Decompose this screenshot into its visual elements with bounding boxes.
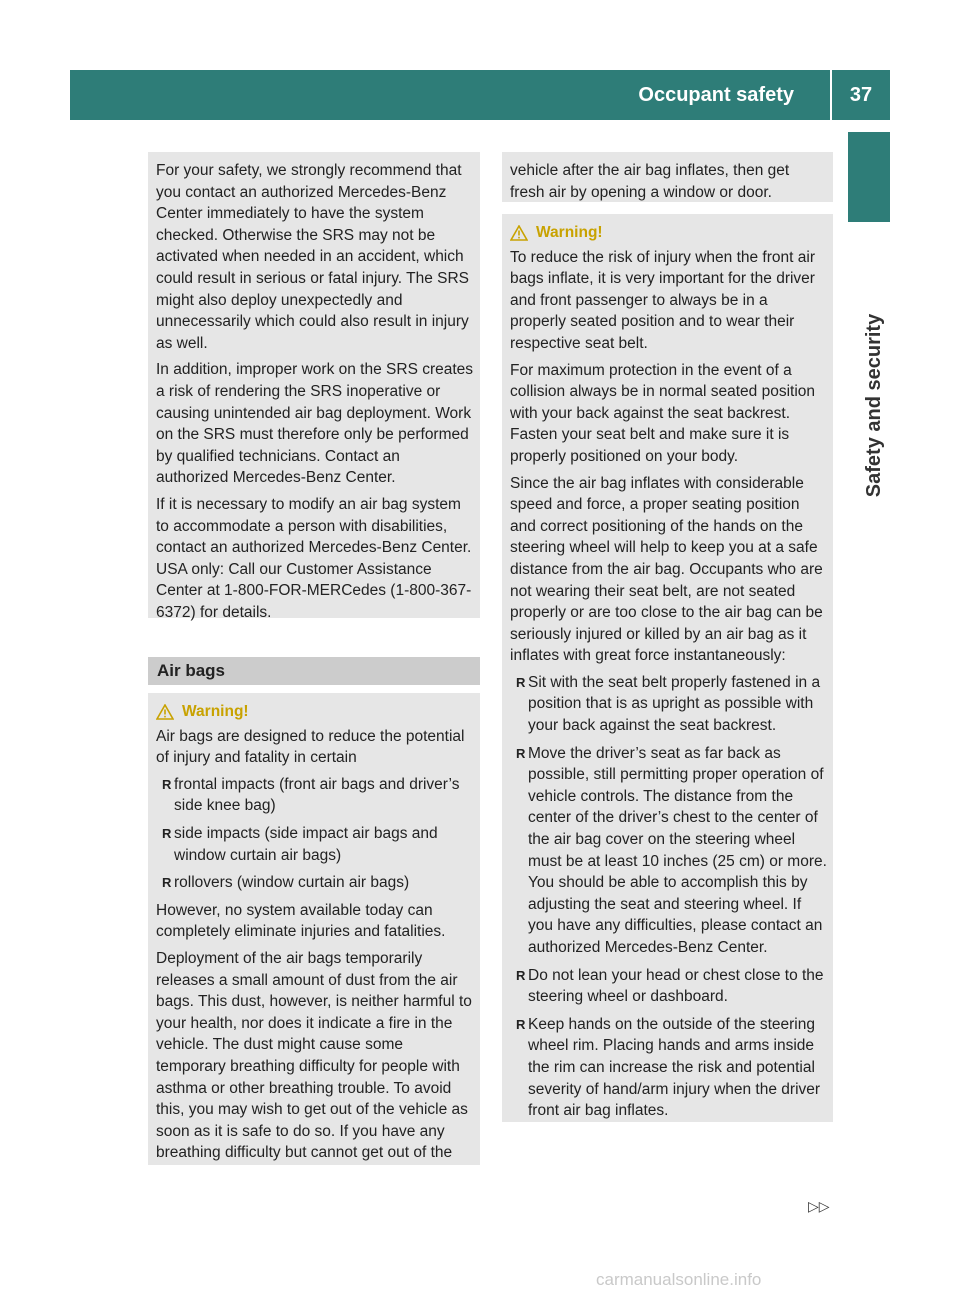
warning-title — [510, 222, 827, 244]
paragraph: For maximum protection in the event of a collision always be in normal seated position with your back against the seat backrest. Fasten your seat belt and make sure it is properly positioned on your body. — [510, 361, 815, 465]
side-tab-label — [860, 240, 890, 570]
continue-arrow-icon: ▷▷ — [808, 1198, 830, 1214]
paragraph: In addition, improper work on the SRS creates a risk of rendering the SRS inoperative or causing unintended air bag deployment. Work on the SRS must therefore only be performed by qualified technicians. Contact an authorized Mercedes-Benz Center. — [156, 361, 474, 487]
warning-triangle-icon — [510, 225, 528, 241]
list-item: R Keep hands on the outside of the steering wheel rim. Placing hands and arms inside the rim can increase the risk and potential severity of hand/arm injury when the driver front air bag inflates. — [510, 1014, 827, 1122]
paragraph: For your safety, we strongly recommend that you contact an authorized Mercedes-Benz Center immediately to have the system checked. Otherwise the SRS may not be activated when needed in an accident, which could result in serious or fatal injury. The SRS might also deploy unexpectedly and unnecessarily which could also result in injury as well. — [156, 162, 470, 352]
list-item: R frontal impacts (front air bags and driver’s side knee bag) — [156, 774, 474, 817]
list-item: R Do not lean your head or chest close to the steering wheel or dashboard. — [510, 965, 827, 1008]
air-bag-warning-box — [148, 693, 480, 1165]
side-tab — [848, 132, 890, 222]
list-item: R side impacts (side impact air bags and window curtain air bags) — [156, 823, 474, 866]
paragraph: Since the air bag inflates with considerable speed and force, a proper seating position and correct positioning of the hands on the steering wheel will help to keep you at a safe distance from the air bag. Occupants who are not wearing their seat belt, are not seated properly or are too close to the air bag can be seriously injured or killed by an air bag as it inflates with great force instantaneously: — [510, 474, 823, 665]
paragraph: However, no system available today can completely eliminate injuries and fatalities. — [156, 901, 446, 941]
paragraph: If it is necessary to modify an air bag system to accommodate a person with disabilities, contact an authorized Mercedes-Benz Center. USA only: Call our Customer Assistance Center at 1-800-FOR-MERCedes (1-800-367-6372) for details. — [156, 495, 472, 621]
page-title: Occupant safety — [638, 84, 794, 106]
warning-triangle-icon — [156, 704, 174, 720]
page-number: 37 — [849, 84, 873, 106]
section-heading: Air bags — [148, 657, 480, 685]
paragraph: To reduce the risk of injury when the front air bags inflate, it is very important for the driver and front passenger to always be in a properly seated position and to wear their respective seat belt. — [510, 248, 815, 352]
bullet-list — [510, 672, 827, 1122]
continuation-box — [502, 152, 833, 202]
list-item: R Sit with the seat belt properly fastened in a position that is as upright as possible with your back against the seat backrest. — [510, 672, 827, 737]
paragraph: Air bags are designed to reduce the potential of injury and fatality in certain — [156, 727, 465, 767]
list-item: R rollovers (window curtain air bags) — [156, 872, 474, 894]
header-bar — [70, 70, 890, 120]
srs-info-box — [148, 152, 480, 621]
paragraph: vehicle after the air bag inflates, then get fresh air by opening a window or door. — [510, 162, 790, 201]
warning-label: Warning! — [536, 224, 603, 241]
list-item: R Move the driver’s seat as far back as possible, still permitting proper operation of vehicle controls. The distance from the center of the driver’s chest to the center of the air bag cover on the steering wheel must be at least 10 inches (25 cm) or more. You should be able to accomplish this by adjusting the seat and steering wheel. If you have any difficulties, please contact an authorized Mercedes-Benz Center. — [510, 743, 827, 959]
warning-label: Warning! — [182, 703, 249, 720]
warning-title — [156, 701, 474, 723]
side-tab-text: Safety and security — [863, 313, 886, 497]
front-air-bag-warning-box — [502, 214, 833, 1122]
watermark: carmanualsonline.info — [596, 1270, 762, 1289]
paragraph: Deployment of the air bags temporarily releases a small amount of dust from the air bags. This dust, however, is neither harmful to your health, nor does it indicate a fire in the vehicle. The dust might cause some temporary breathing difficulty for people with asthma or other breathing trouble. To avoid this, you may wish to get out of the vehicle as soon as it is safe to do so. If you have any breathing difficulty but cannot get out of the — [156, 949, 472, 1162]
bullet-list — [156, 774, 474, 894]
